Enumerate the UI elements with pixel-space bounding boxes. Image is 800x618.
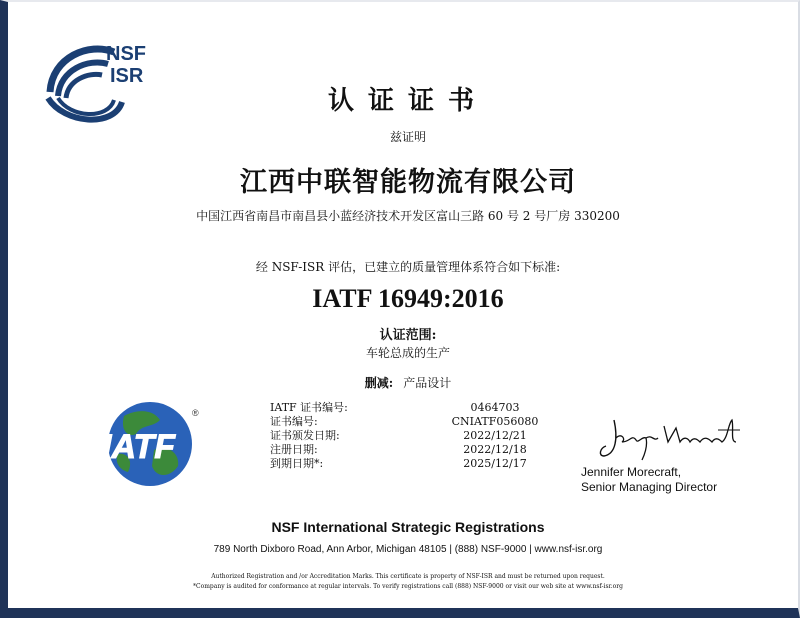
signatory-block [581,465,717,495]
company-address: 中国江西省南昌市南昌县小蓝经济技术开发区富山三路 60 号 2 号厂房 330200 [196,209,620,223]
detail-row [270,415,550,429]
detail-label: 证书颁发日期: [270,429,340,442]
detail-row [270,429,550,443]
fine-print-1: Authorized Registration and /or Accreditation Marks. This certificate is property of NSF-ISR and must be returned upon request. [211,573,605,580]
fine-print-2: *Company is audited for conformance at regular intervals. To verify registrations call (888) NSF-9000 or visit our web site at www.nsf-isr.org [193,583,623,590]
detail-label: 到期日期*: [270,457,324,470]
detail-label: 证书编号: [270,415,318,428]
detail-value: 2025/12/17 [463,457,527,470]
signatory-name: Jennifer Morecraft, [581,465,682,479]
detail-label: 注册日期: [270,443,318,456]
detail-value: 2022/12/21 [463,429,527,442]
exclusion-text: 产品设计 [403,376,452,390]
isr-text: ISR [110,65,144,87]
nsf-text: NSF [106,43,146,65]
handwritten-signature [596,408,746,464]
signatory-title: Senior Managing Director [581,480,718,494]
detail-label: IATF 证书编号: [270,401,348,414]
certificate-title: 认证证书 [327,86,488,116]
certifies-text: 兹证明 [389,130,426,144]
detail-value: 2022/12/18 [463,443,527,456]
exclusion-label: 删减: [364,376,394,390]
issuer-name: NSF International Strategic Registrations [271,519,545,535]
standard-name: IATF 16949:2016 [312,284,504,313]
issuer-address: 789 North Dixboro Road, Ann Arbor, Michigan 48105 | (888) NSF-9000 | www.nsf-isr.org [213,544,603,555]
scope-text: 车轮总成的生产 [365,346,450,360]
iatf-text: IATF [102,428,176,466]
scope-label: 认证范围: [379,328,437,343]
certificate-details [270,401,550,471]
assessment-statement: 经 NSF-ISR 评估，已建立的质量管理体系符合如下标准: [255,260,561,274]
detail-row [270,443,550,457]
detail-row [270,457,550,471]
registered-mark: ® [192,408,199,418]
detail-value: 0464703 [470,401,520,414]
detail-row [270,401,550,415]
exclusion-line [8,374,800,391]
company-name: 江西中联智能物流有限公司 [240,167,576,198]
detail-value: CNIATF056080 [451,415,539,428]
iatf-globe-logo [94,394,204,494]
